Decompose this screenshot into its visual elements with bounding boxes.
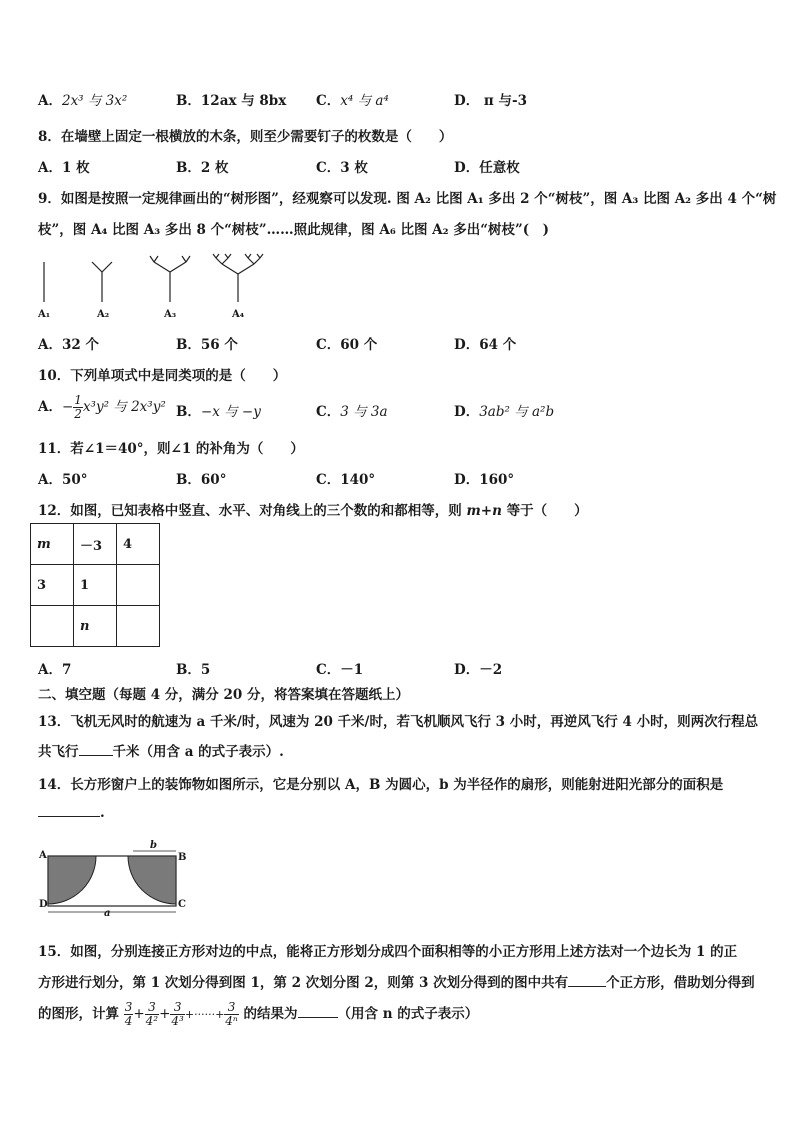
answer-blank[interactable] — [568, 974, 606, 987]
tree-label-a2: A₂ — [97, 309, 110, 320]
q7-option-a: A．2x³ 与 3x² — [38, 93, 128, 109]
q7-option-d: D． π 与-3 — [454, 93, 527, 109]
fig-label-a-point: A — [39, 850, 47, 861]
table-cell: 1 — [74, 565, 117, 606]
q14-line1: 14．长方形窗户上的装饰物如图所示，它是分别以 A，B 为圆心，b 为半径作的扇形，则能射进阳光部分的面积是 — [38, 777, 724, 793]
q15-line1: 15．如图，分别连接正方形对边的中点，能将正方形划分成四个面积相等的小正方形用上述方法对一个边长为 1 的正 — [38, 944, 738, 960]
table-row — [31, 524, 160, 565]
q13-line1: 13．飞机无风时的航速为 a 千米/时，风速为 20 千米/时，若飞机顺风飞行 3 小时，再逆风飞行 4 小时，则两次行程总 — [38, 714, 759, 730]
q10-option-c: C．3 与 3a — [316, 404, 388, 420]
answer-blank[interactable] — [38, 804, 100, 817]
table-cell — [31, 606, 74, 647]
q10-options — [38, 393, 758, 430]
q10-option-d: D．3ab² 与 a²b — [454, 404, 555, 420]
q8-option-d: D．任意枚 — [454, 160, 520, 176]
q11-option-d: D．160° — [454, 472, 515, 488]
tree-label-a1: A₁ — [38, 309, 51, 320]
q15-line3: 的图形，计算 $\frac{3}{4}$ + $\frac{3}{\text{4²}}$ + $\frac{3}{\text{4³}}$ +······+ $\frac{3}{\text{4ⁿ}}$ 的结果为 （用含 n 的式子表示） — [38, 1000, 479, 1028]
right-sector — [128, 856, 176, 904]
q11-option-b: B．60° — [176, 472, 227, 488]
q11-options — [38, 468, 758, 488]
q10-option-b: B．−x 与 −y — [176, 404, 261, 420]
table-row — [31, 606, 160, 647]
q8-option-a: A．1 枚 — [38, 160, 90, 176]
q12-options — [38, 658, 758, 678]
q8-option-c: C．3 枚 — [316, 160, 368, 176]
q11-option-c: C．140° — [316, 472, 376, 488]
q11-option-a: A．50° — [38, 472, 88, 488]
tree-a4 — [213, 254, 263, 302]
q14-window-figure — [38, 842, 198, 922]
q12-option-b: B．5 — [176, 662, 211, 678]
table-cell: n — [74, 606, 117, 647]
table-cell: －3 — [74, 524, 117, 565]
q10-option-a: A．− $\frac{1}{2}$ x³y² 与 2x³y² — [38, 393, 166, 421]
q7-option-b: B．12ax 与 8bx — [176, 93, 287, 109]
q9-options — [38, 333, 758, 353]
q9-option-d: D．64 个 — [454, 337, 517, 353]
fig-label-a-length: a — [104, 908, 111, 919]
magic-square-table — [30, 523, 160, 647]
q12-stem: 12．如图，已知表格中竖直、水平、对角线上的三个数的和都相等，则 m+n 等于（ ） — [38, 503, 588, 519]
fraction: $\frac{3}{\text{4²}}$ — [145, 1000, 159, 1028]
q8-options — [38, 156, 758, 176]
table-cell — [117, 565, 160, 606]
q9-option-a: A．32 个 — [38, 337, 99, 353]
tree-label-a3: A₃ — [164, 309, 177, 320]
q14-line2: . — [38, 804, 105, 821]
fraction: $\frac{3}{4}$ — [124, 1000, 133, 1028]
q12-option-a: A．7 — [38, 662, 72, 678]
fig-label-b-point: B — [178, 852, 187, 863]
q9-stem-line1: 9．如图是按照一定规律画出的“树形图”，经观察可以发现. 图 A₂ 比图 A₁ 多出 2 个“树枝”，图 A₃ 比图 A₂ 多出 4 个“树 — [38, 191, 777, 207]
q10-stem: 10．下列单项式中是同类项的是（ ） — [38, 368, 287, 384]
tree-label-a4: A₄ — [232, 309, 245, 320]
answer-blank[interactable] — [298, 1005, 338, 1018]
q9-stem-line2: 枝”，图 A₄ 比图 A₃ 多出 8 个“树枝”……照此规律，图 A₆ 比图 A₂ 多出“树枝”( ) — [38, 222, 550, 238]
fraction: $\frac{3}{\text{4ⁿ}}$ — [225, 1000, 238, 1028]
q13-line2: 共飞行 千米（用含 a 的式子表示）. — [38, 744, 284, 760]
table-cell: m — [31, 524, 74, 565]
q9-option-b: B．56 个 — [176, 337, 238, 353]
fraction: $\frac{3}{\text{4³}}$ — [171, 1000, 184, 1028]
q12-option-c: C．－1 — [316, 662, 364, 678]
q12-option-d: D．－2 — [454, 662, 503, 678]
fig-label-c-point: C — [178, 899, 186, 910]
table-cell: 3 — [31, 565, 74, 606]
q8-stem: 8．在墙壁上固定一根横放的木条，则至少需要钉子的枚数是（ ） — [38, 129, 453, 145]
q9-option-c: C．60 个 — [316, 337, 378, 353]
table-cell — [117, 606, 160, 647]
tree-a2 — [92, 262, 112, 302]
q7-options — [38, 89, 758, 109]
table-cell: 4 — [117, 524, 160, 565]
answer-blank[interactable] — [79, 743, 113, 756]
q7-option-c: C．x⁴ 与 a⁴ — [316, 93, 389, 109]
tree-a3 — [150, 256, 190, 302]
fig-label-b-length: b — [150, 840, 157, 851]
left-sector — [48, 856, 96, 904]
q11-stem: 11．若∠1＝40°，则∠1 的补角为（ ） — [38, 441, 304, 457]
fig-label-d-point: D — [39, 899, 48, 910]
section-heading: 二、填空题（每题 4 分，满分 20 分，将答案填在答题纸上） — [38, 687, 409, 703]
q8-option-b: B．2 枚 — [176, 160, 229, 176]
q10-a-fraction: $\frac{1}{2}$ — [74, 393, 82, 421]
q15-line2: 方形进行划分，第 1 次划分得到图 1，第 2 次划分图 2，则第 3 次划分得到的图中共有 个正方形，借助划分得到 — [38, 975, 755, 991]
table-row — [31, 565, 160, 606]
